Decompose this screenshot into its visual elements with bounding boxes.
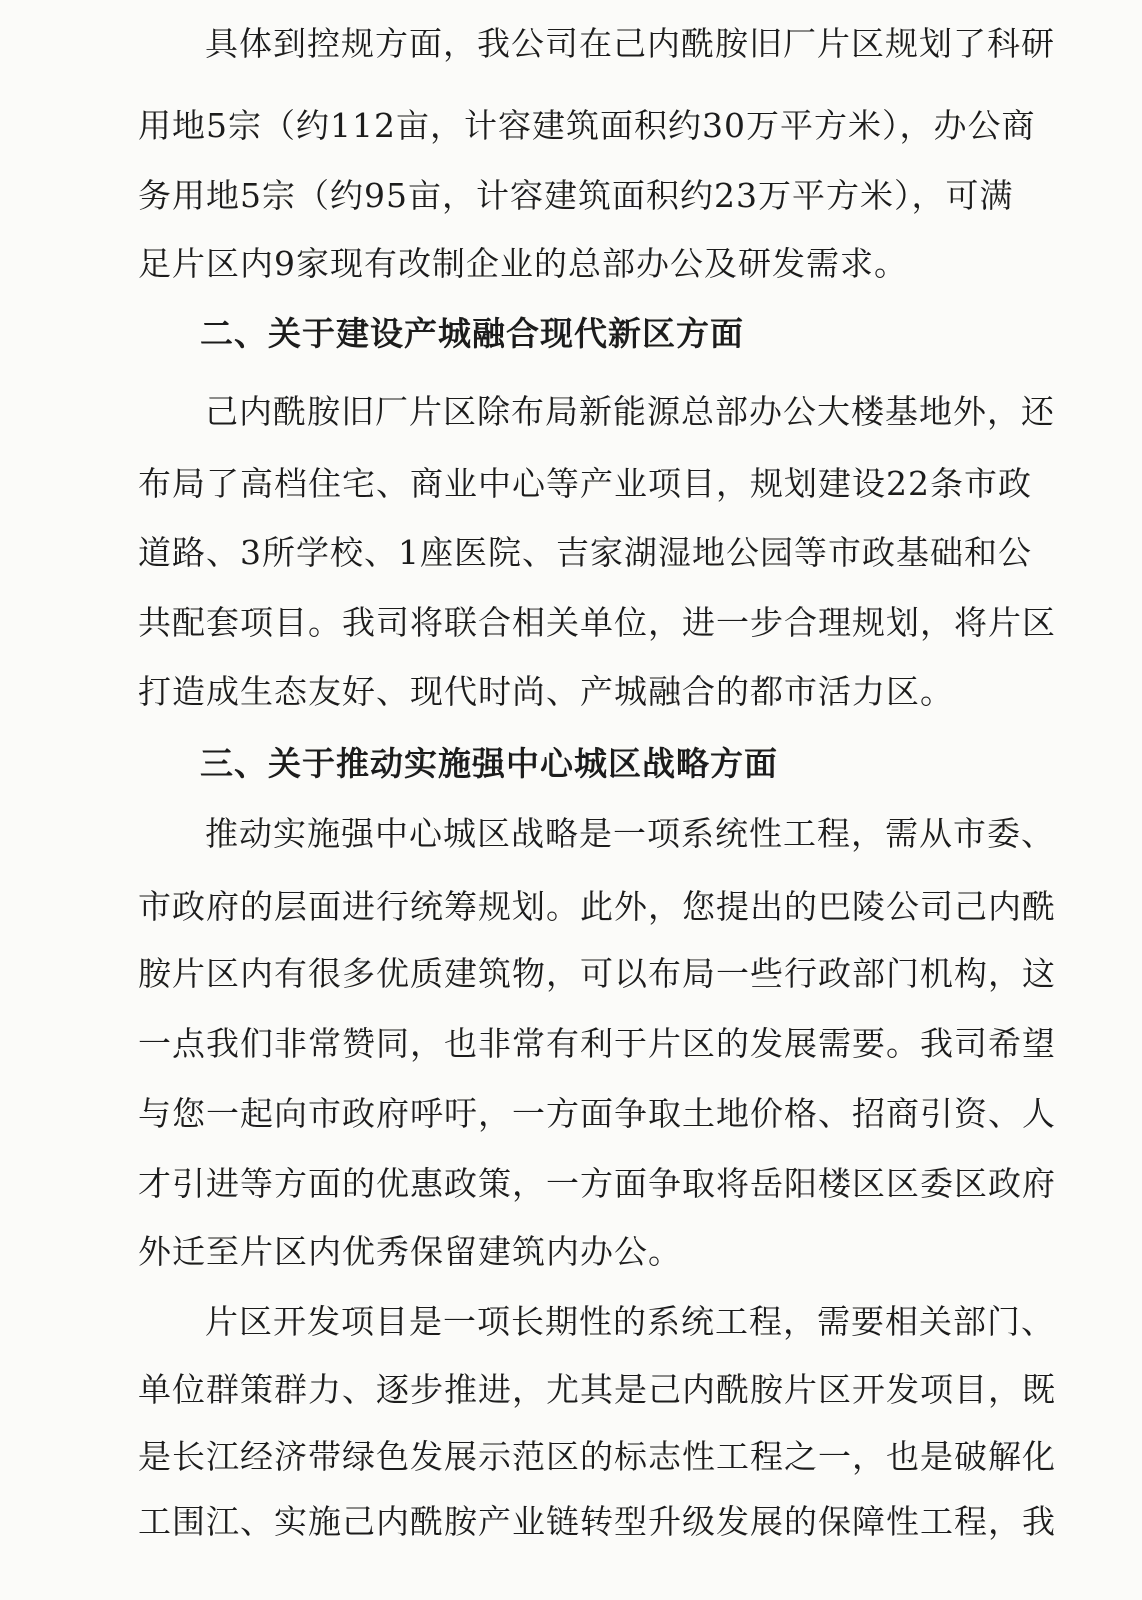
paragraph-line: 布局了高档住宅、商业中心等产业项目，规划建设22条市政: [138, 464, 1032, 503]
paragraph-line: 共配套项目。我司将联合相关单位，进一步合理规划，将片区: [138, 603, 1056, 642]
paragraph-line: 外迁至片区内优秀保留建筑内办公。: [138, 1232, 682, 1271]
paragraph-line: 胺片区内有很多优质建筑物，可以布局一些行政部门机构，这: [138, 954, 1056, 993]
section-heading: 二、关于建设产城融合现代新区方面: [200, 314, 744, 353]
paragraph-line: 道路、3所学校、1座医院、吉家湖湿地公园等市政基础和公: [138, 533, 1032, 572]
paragraph-line: 是长江经济带绿色发展示范区的标志性工程之一，也是破解化: [138, 1437, 1056, 1476]
paragraph-line: 与您一起向市政府呼吁，一方面争取土地价格、招商引资、人: [138, 1094, 1056, 1133]
paragraph-line: 己内酰胺旧厂片区除布局新能源总部办公大楼基地外，还: [205, 392, 1055, 431]
paragraph-line: 用地5宗（约112亩，计容建筑面积约30万平方米），办公商: [138, 106, 1036, 145]
paragraph-line: 具体到控规方面，我公司在己内酰胺旧厂片区规划了科研: [205, 24, 1055, 63]
paragraph-line: 工围江、实施己内酰胺产业链转型升级发展的保障性工程，我: [138, 1502, 1056, 1541]
paragraph-line: 片区开发项目是一项长期性的系统工程，需要相关部门、: [205, 1302, 1055, 1341]
paragraph-line: 务用地5宗（约95亩，计容建筑面积约23万平方米），可满: [138, 176, 1014, 215]
paragraph-line: 推动实施强中心城区战略是一项系统性工程，需从市委、: [205, 814, 1055, 853]
section-heading: 三、关于推动实施强中心城区战略方面: [200, 744, 778, 783]
paragraph-line: 打造成生态友好、现代时尚、产城融合的都市活力区。: [138, 672, 954, 711]
paragraph-line: 一点我们非常赞同，也非常有利于片区的发展需要。我司希望: [138, 1024, 1056, 1063]
paragraph-line: 市政府的层面进行统筹规划。此外，您提出的巴陵公司己内酰: [138, 887, 1056, 926]
paragraph-line: 才引进等方面的优惠政策，一方面争取将岳阳楼区区委区政府: [138, 1164, 1056, 1203]
paragraph-line: 足片区内9家现有改制企业的总部办公及研发需求。: [138, 244, 908, 283]
paragraph-line: 单位群策群力、逐步推进，尤其是己内酰胺片区开发项目，既: [138, 1370, 1056, 1409]
